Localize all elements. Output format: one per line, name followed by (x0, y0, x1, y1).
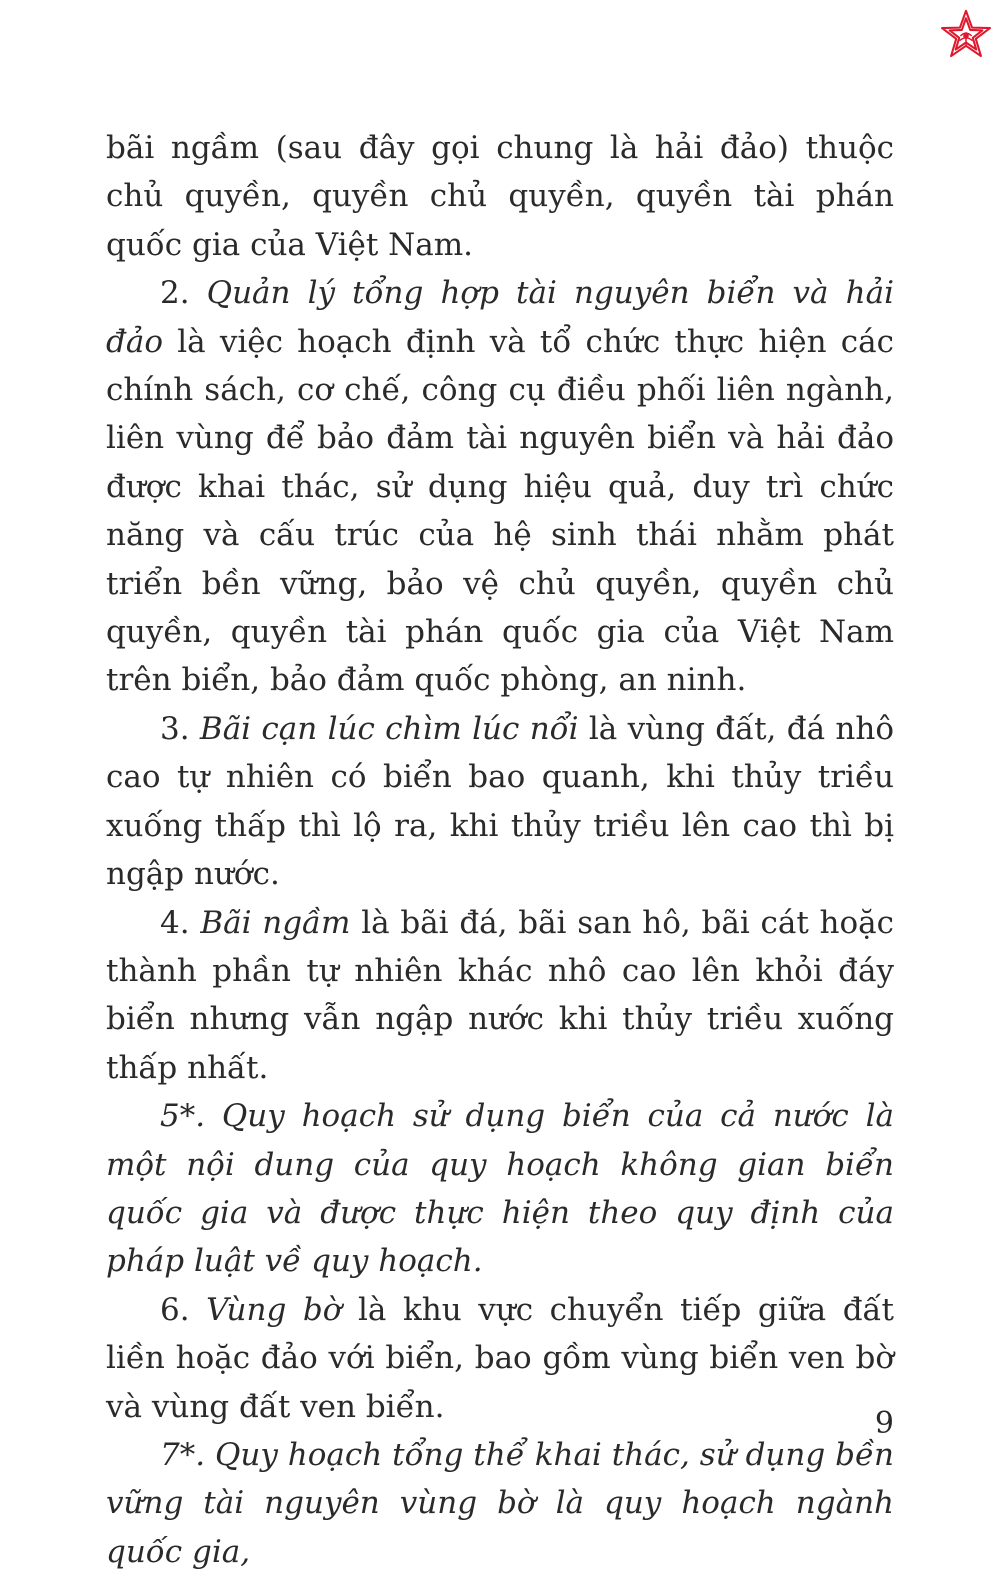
item-number: 3. (160, 710, 190, 747)
definition-text: là bãi đá, bãi san hô, bãi cát hoặc thành phần tự nhiên khác nhô cao lên khỏi đáy biển nhưng vẫn ngập nước khi thủy triều xuống thấp nhất. (106, 904, 895, 1086)
paragraph-item-6 (106, 1286, 894, 1431)
defined-term: Vùng bờ (206, 1291, 342, 1328)
paragraph-item-2 (106, 269, 894, 705)
definition-text: là vùng đất, đá nhô cao tự nhiên có biển bao quanh, khi thủy triều xuống thấp thì lộ ra, khi thủy triều lên cao thì bị ngập nước. (106, 710, 894, 893)
defined-term: Quản lý tổng hợp tài nguyên biển và hải đảo (106, 275, 894, 360)
item-number: 6. (160, 1291, 190, 1328)
paragraph-item-5: 5*. Quy hoạch sử dụng biển của cả nước là một nội dung của quy hoạch không gian biển quốc gia và được thực hiện theo quy định của pháp luật về quy hoạch. (106, 1098, 894, 1280)
paragraph-item-4 (106, 899, 894, 1093)
paragraph-1: bãi ngầm (sau đây gọi chung là hải đảo) thuộc chủ quyền, quyền chủ quyền, quyền tài phán quốc gia của Việt Nam. (106, 130, 894, 263)
defined-term: Bãi cạn lúc chìm lúc nổi (199, 710, 579, 747)
defined-term: Bãi ngầm (200, 904, 351, 941)
page-number: 9 (874, 1406, 894, 1441)
main-text (106, 124, 894, 1576)
red-star-emblem-icon (938, 8, 994, 64)
item-number: 4. (160, 904, 190, 941)
paragraph-item-3 (106, 705, 894, 899)
paragraph-item-7: 7*. Quy hoạch tổng thể khai thác, sử dụng bền vững tài nguyên vùng bờ là quy hoạch ngành quốc gia, (106, 1436, 894, 1570)
definition-text: là việc hoạch định và tổ chức thực hiện các chính sách, cơ chế, công cụ điều phối liên ngành, liên vùng để bảo đảm tài nguyên biển và hải đảo được khai thác, sử dụng hiệu quả, duy trì chức năng và cấu trúc của hệ sinh thái nhằm phát triển bền vững, bảo vệ chủ quyền, quyền chủ quyền, quyền tài phán quốc gia của Việt Nam trên biển, bảo đảm quốc phòng, an ninh. (106, 323, 894, 699)
item-number: 2. (160, 275, 190, 312)
definition-text: là khu vực chuyển tiếp giữa đất liền hoặc đảo với biển, bao gồm vùng biển ven bờ và vùng đất ven biển. (106, 1291, 895, 1425)
